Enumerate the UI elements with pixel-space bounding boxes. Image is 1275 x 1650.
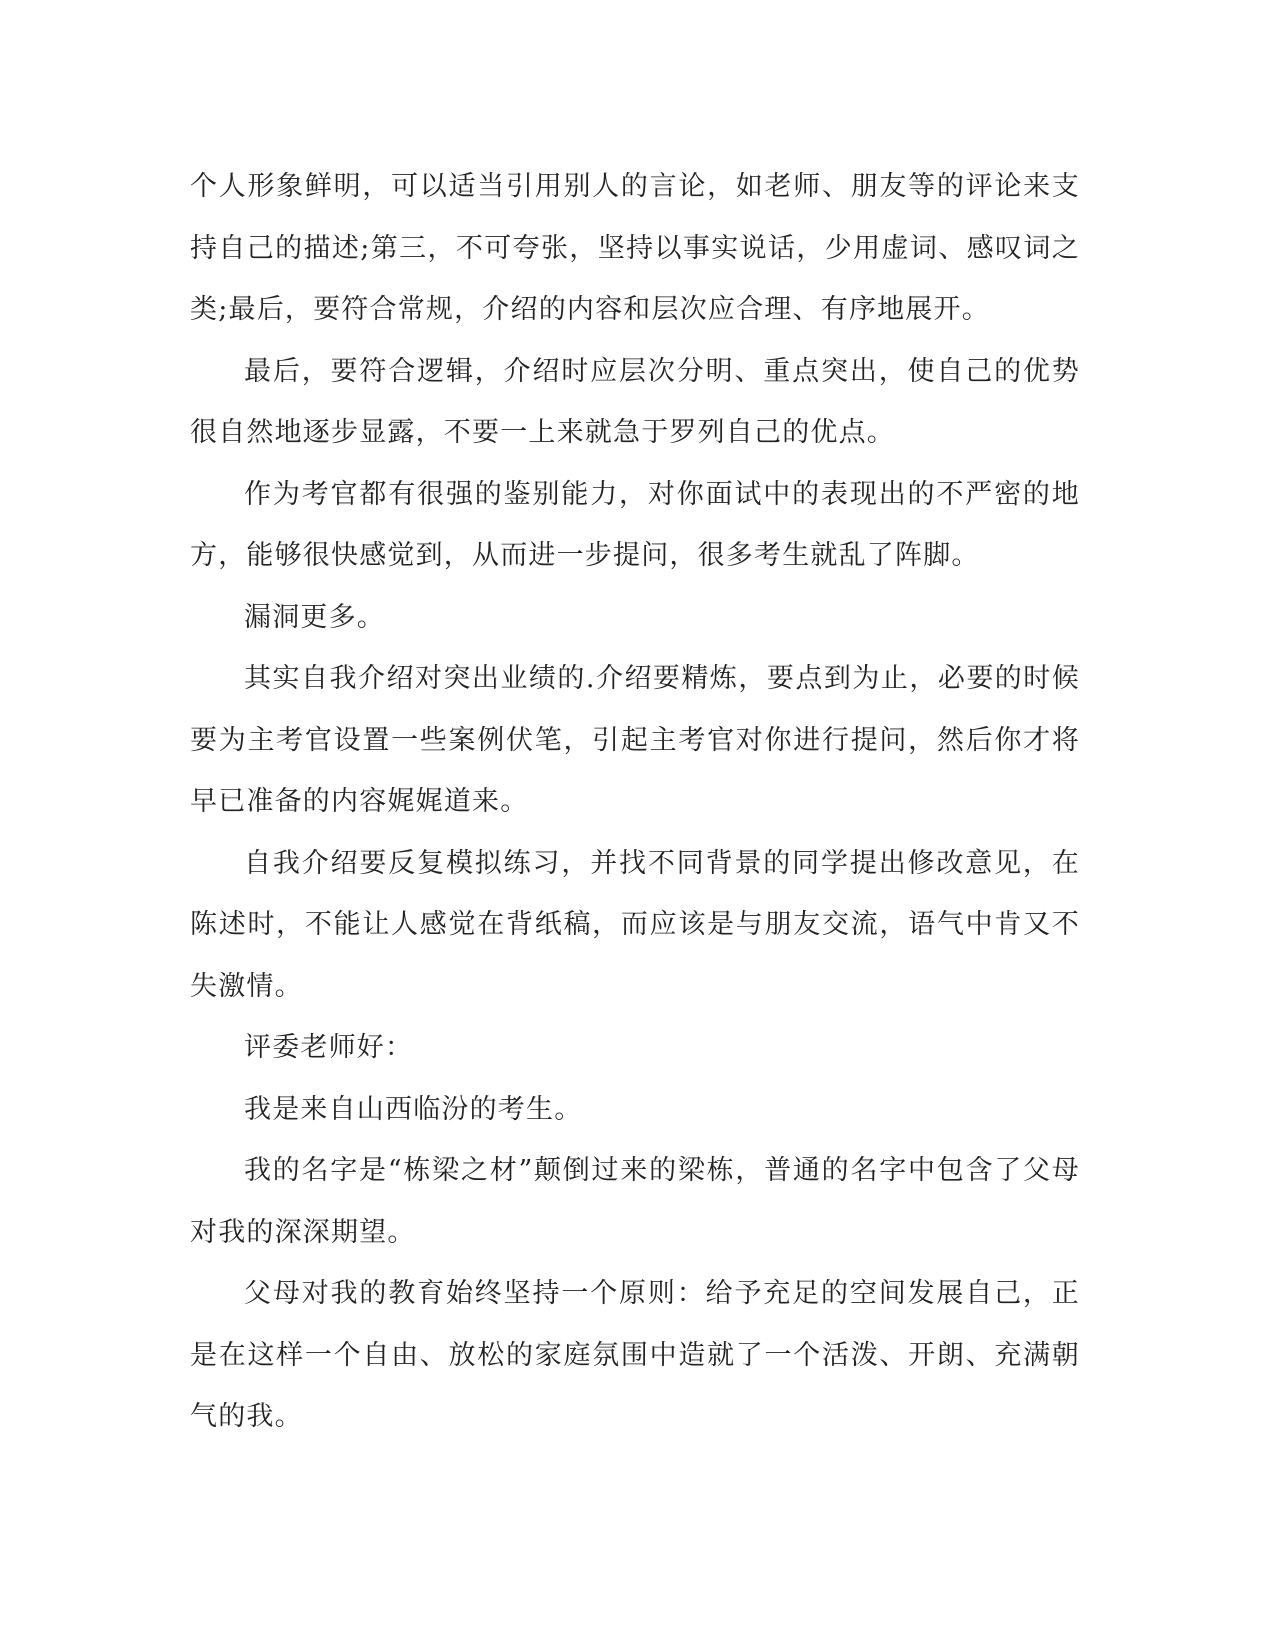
- paragraph-loopholes: 漏洞更多。: [244, 601, 385, 633]
- paragraph-name: 我的名字是“栋梁之材”颠倒过来的梁栋，普通的名字中包含了父母对我的深深期望。: [190, 1155, 1080, 1248]
- paragraph-greeting: 评委老师好：: [244, 1032, 414, 1063]
- document-body: [190, 156, 1080, 1448]
- paragraph-examiner: 作为考官都有很强的鉴别能力，对你面试中的表现出的不严密的地方，能够很快感觉到，从而进一步提问，很多考生就乱了阵脚。: [190, 478, 1080, 571]
- paragraph-logic: 最后，要符合逻辑，介绍时应层次分明、重点突出，使自己的优势很自然地逐步显露，不要一上来就急于罗列自己的优点。: [190, 355, 1080, 448]
- paragraph-continuation: 个人形象鲜明，可以适当引用别人的言论，如老师、朋友等的评论来支持自己的描述;第三，不可夸张，坚持以事实说话，少用虚词、感叹词之类;最后，要符合常规，介绍的内容和层次应合理、有序地展开。: [190, 171, 1080, 325]
- paragraph-achievements: 其实自我介绍对突出业绩的.介绍要精炼，要点到为止，必要的时候要为主考官设置一些案例伏笔，引起主考官对你进行提问，然后你才将早已准备的内容娓娓道来。: [190, 663, 1080, 817]
- paragraph-practice: 自我介绍要反复模拟练习，并找不同背景的同学提出修改意见，在陈述时，不能让人感觉在背纸稿，而应该是与朋友交流，语气中肯又不失激情。: [190, 847, 1080, 1002]
- paragraph-origin: 我是来自山西临汾的考生。: [244, 1093, 583, 1125]
- paragraph-parents: 父母对我的教育始终坚持一个原则：给予充足的空间发展自己，正是在这样一个自由、放松的家庭氛围中造就了一个活泼、开朗、充满朝气的我。: [190, 1278, 1080, 1432]
